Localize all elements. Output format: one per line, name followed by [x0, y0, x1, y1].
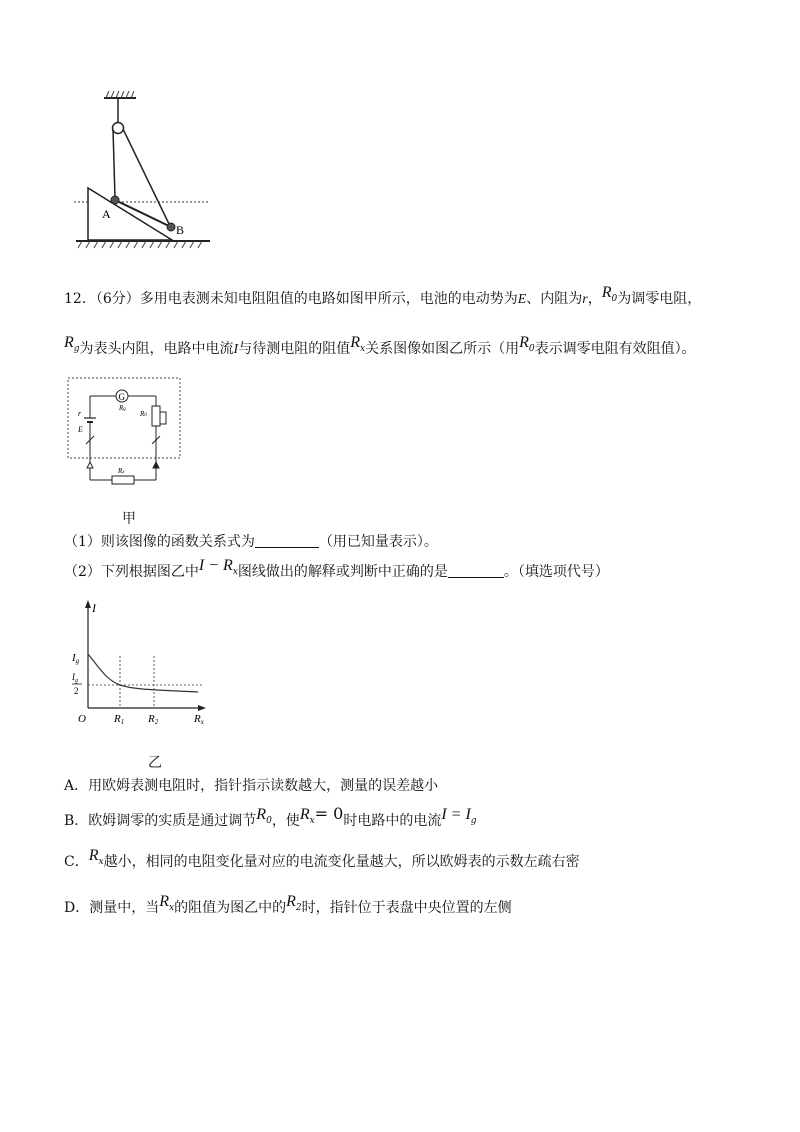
- sub-question-1: （1）则该图像的函数关系式为 （用已知量表示）。: [64, 534, 438, 550]
- circuit-diagram: [66, 376, 182, 486]
- r2-label: R2: [148, 713, 159, 726]
- q12-line1: 12．（6分）多用电表测未知电阻阻值的电路如图甲所示，电池的电动势为E、内阻为r，$R_0$为调零电阻，: [64, 284, 702, 307]
- origin-label: O: [78, 713, 86, 725]
- rg-label: Rg: [119, 404, 126, 412]
- ig-label: Ig: [72, 652, 80, 665]
- q12-line2: $R_g$为表头内阻，电路中电流I与待测电阻的阻值$R_x$关系图像如图乙所示（用$R_0$表示调零电阻有效阻值）。: [64, 334, 696, 357]
- figure-b-caption: 乙: [148, 755, 162, 771]
- option-c[interactable]: C．$R_x$越小，相同的电阻变化量对应的电流变化量越大，所以欧姆表的示数左疏右密: [64, 847, 580, 870]
- option-b[interactable]: B．欧姆调零的实质是通过调节$R_0$，使$R_x= 0$时电路中的电流$I = I_g$: [64, 804, 477, 829]
- half-ig-numerator: $I_g$: [72, 672, 78, 684]
- answer-blank-2[interactable]: [448, 563, 504, 578]
- option-a[interactable]: A．用欧姆表测电阻时，指针指示读数越大，测量的误差越小: [64, 778, 439, 794]
- galvanometer-label: G: [118, 392, 125, 402]
- answer-blank-1[interactable]: [255, 533, 319, 548]
- i-rx-curve: [88, 654, 198, 692]
- option-d[interactable]: D．测量中，当$R_x$的阻值为图乙中的$R_2$时，指针位于表盘中央位置的左侧: [64, 893, 512, 916]
- r0-label: R0: [140, 410, 147, 418]
- y-axis-label: I: [92, 601, 96, 615]
- r-label: r: [78, 409, 82, 418]
- figure-a-caption: 甲: [122, 511, 136, 527]
- sub-question-2: （2）下列根据图乙中$I - R_x$图线做出的解释或判断中正确的是 。（填选项代号）: [64, 557, 609, 580]
- r1-label: R1: [114, 713, 125, 726]
- e-label: E: [78, 425, 83, 434]
- label-b: B: [176, 223, 185, 237]
- label-a: A: [102, 207, 111, 221]
- i-rx-graph: [62, 596, 212, 726]
- half-ig-denominator: 2: [74, 686, 79, 696]
- x-axis-label: Rx: [194, 713, 204, 726]
- pulley-incline-figure: [60, 88, 220, 256]
- rx-label: Rx: [118, 467, 125, 475]
